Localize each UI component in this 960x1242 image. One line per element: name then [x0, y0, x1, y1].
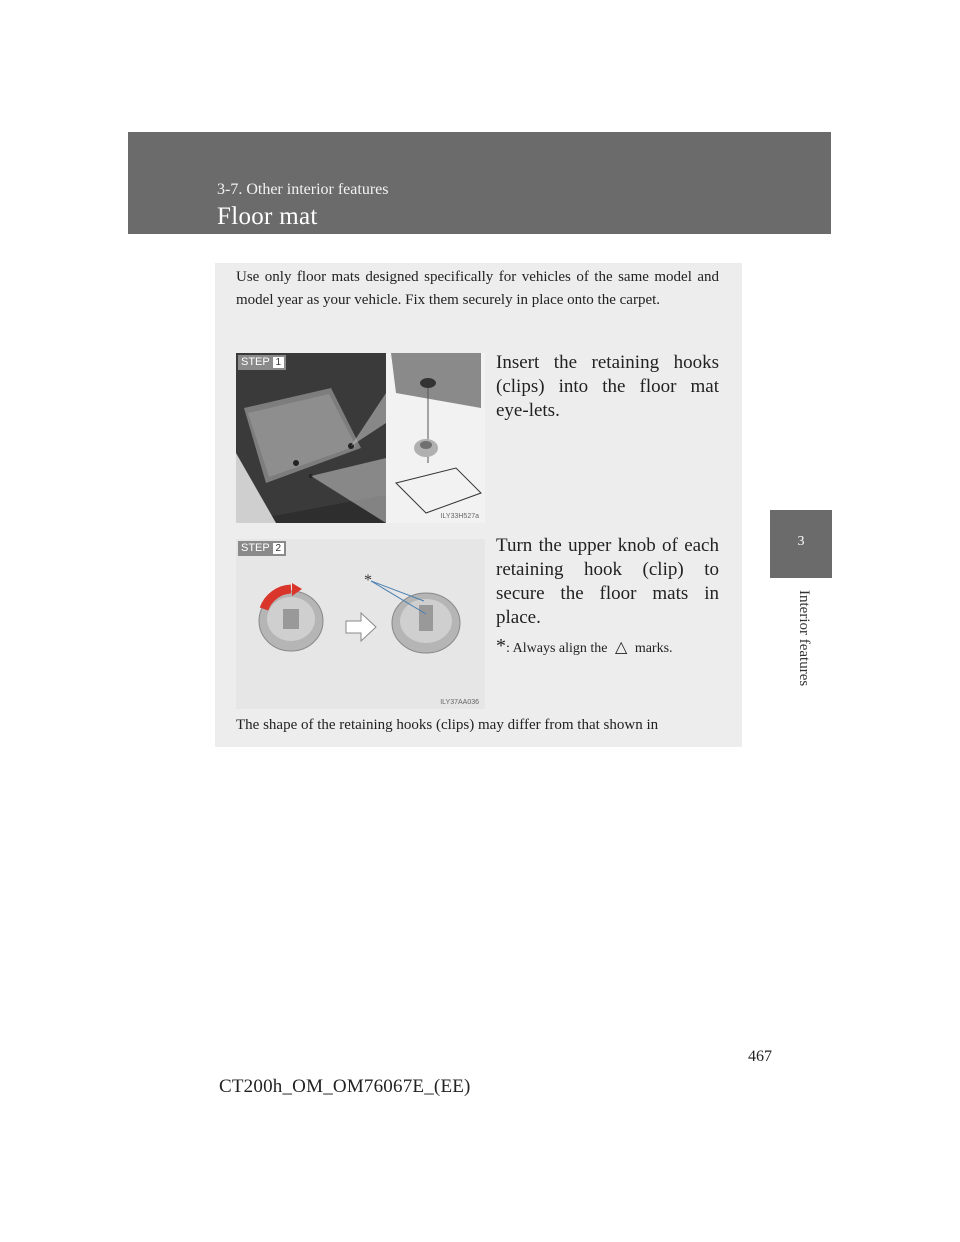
figure-code: ILY37AA036	[440, 699, 479, 706]
svg-text:*: *	[364, 572, 372, 589]
page-title: Floor mat	[217, 203, 318, 230]
step2-badge: STEP 2	[238, 541, 286, 556]
document-code: CT200h_OM_OM76067E_(EE)	[219, 1076, 471, 1097]
chapter-tab: 3	[770, 510, 832, 578]
step1-text: Insert the retaining hooks (clips) into the floor mat eye-lets.	[496, 352, 719, 421]
page-header	[128, 132, 831, 234]
content-panel	[215, 263, 742, 747]
step1-badge: STEP 1	[238, 355, 286, 370]
chapter-label: Interior features	[796, 590, 812, 687]
floor-mat-illustration	[236, 353, 485, 523]
step1-figure	[236, 353, 485, 523]
retaining-hook-illustration	[236, 539, 485, 709]
triangle-icon: △	[615, 639, 628, 656]
figure-code: ILY33H527a	[440, 513, 479, 520]
asterisk-marker: *	[496, 635, 506, 657]
step2-text: Turn the upper knob of each retaining hook (clip) to secure the floor mats in place.	[496, 535, 719, 628]
page-number: 467	[748, 1048, 772, 1065]
step2-figure	[236, 539, 485, 709]
alignment-note: *: Always align the △ marks.	[496, 635, 673, 657]
intro-text: Use only floor mats designed specifically for vehicles of the same model and model year as your vehicle. Fix them securely in place onto the carpet.	[236, 269, 719, 308]
bottom-note: The shape of the retaining hooks (clips) may differ from that shown in	[236, 717, 659, 733]
section-label: 3-7. Other interior features	[217, 181, 389, 198]
